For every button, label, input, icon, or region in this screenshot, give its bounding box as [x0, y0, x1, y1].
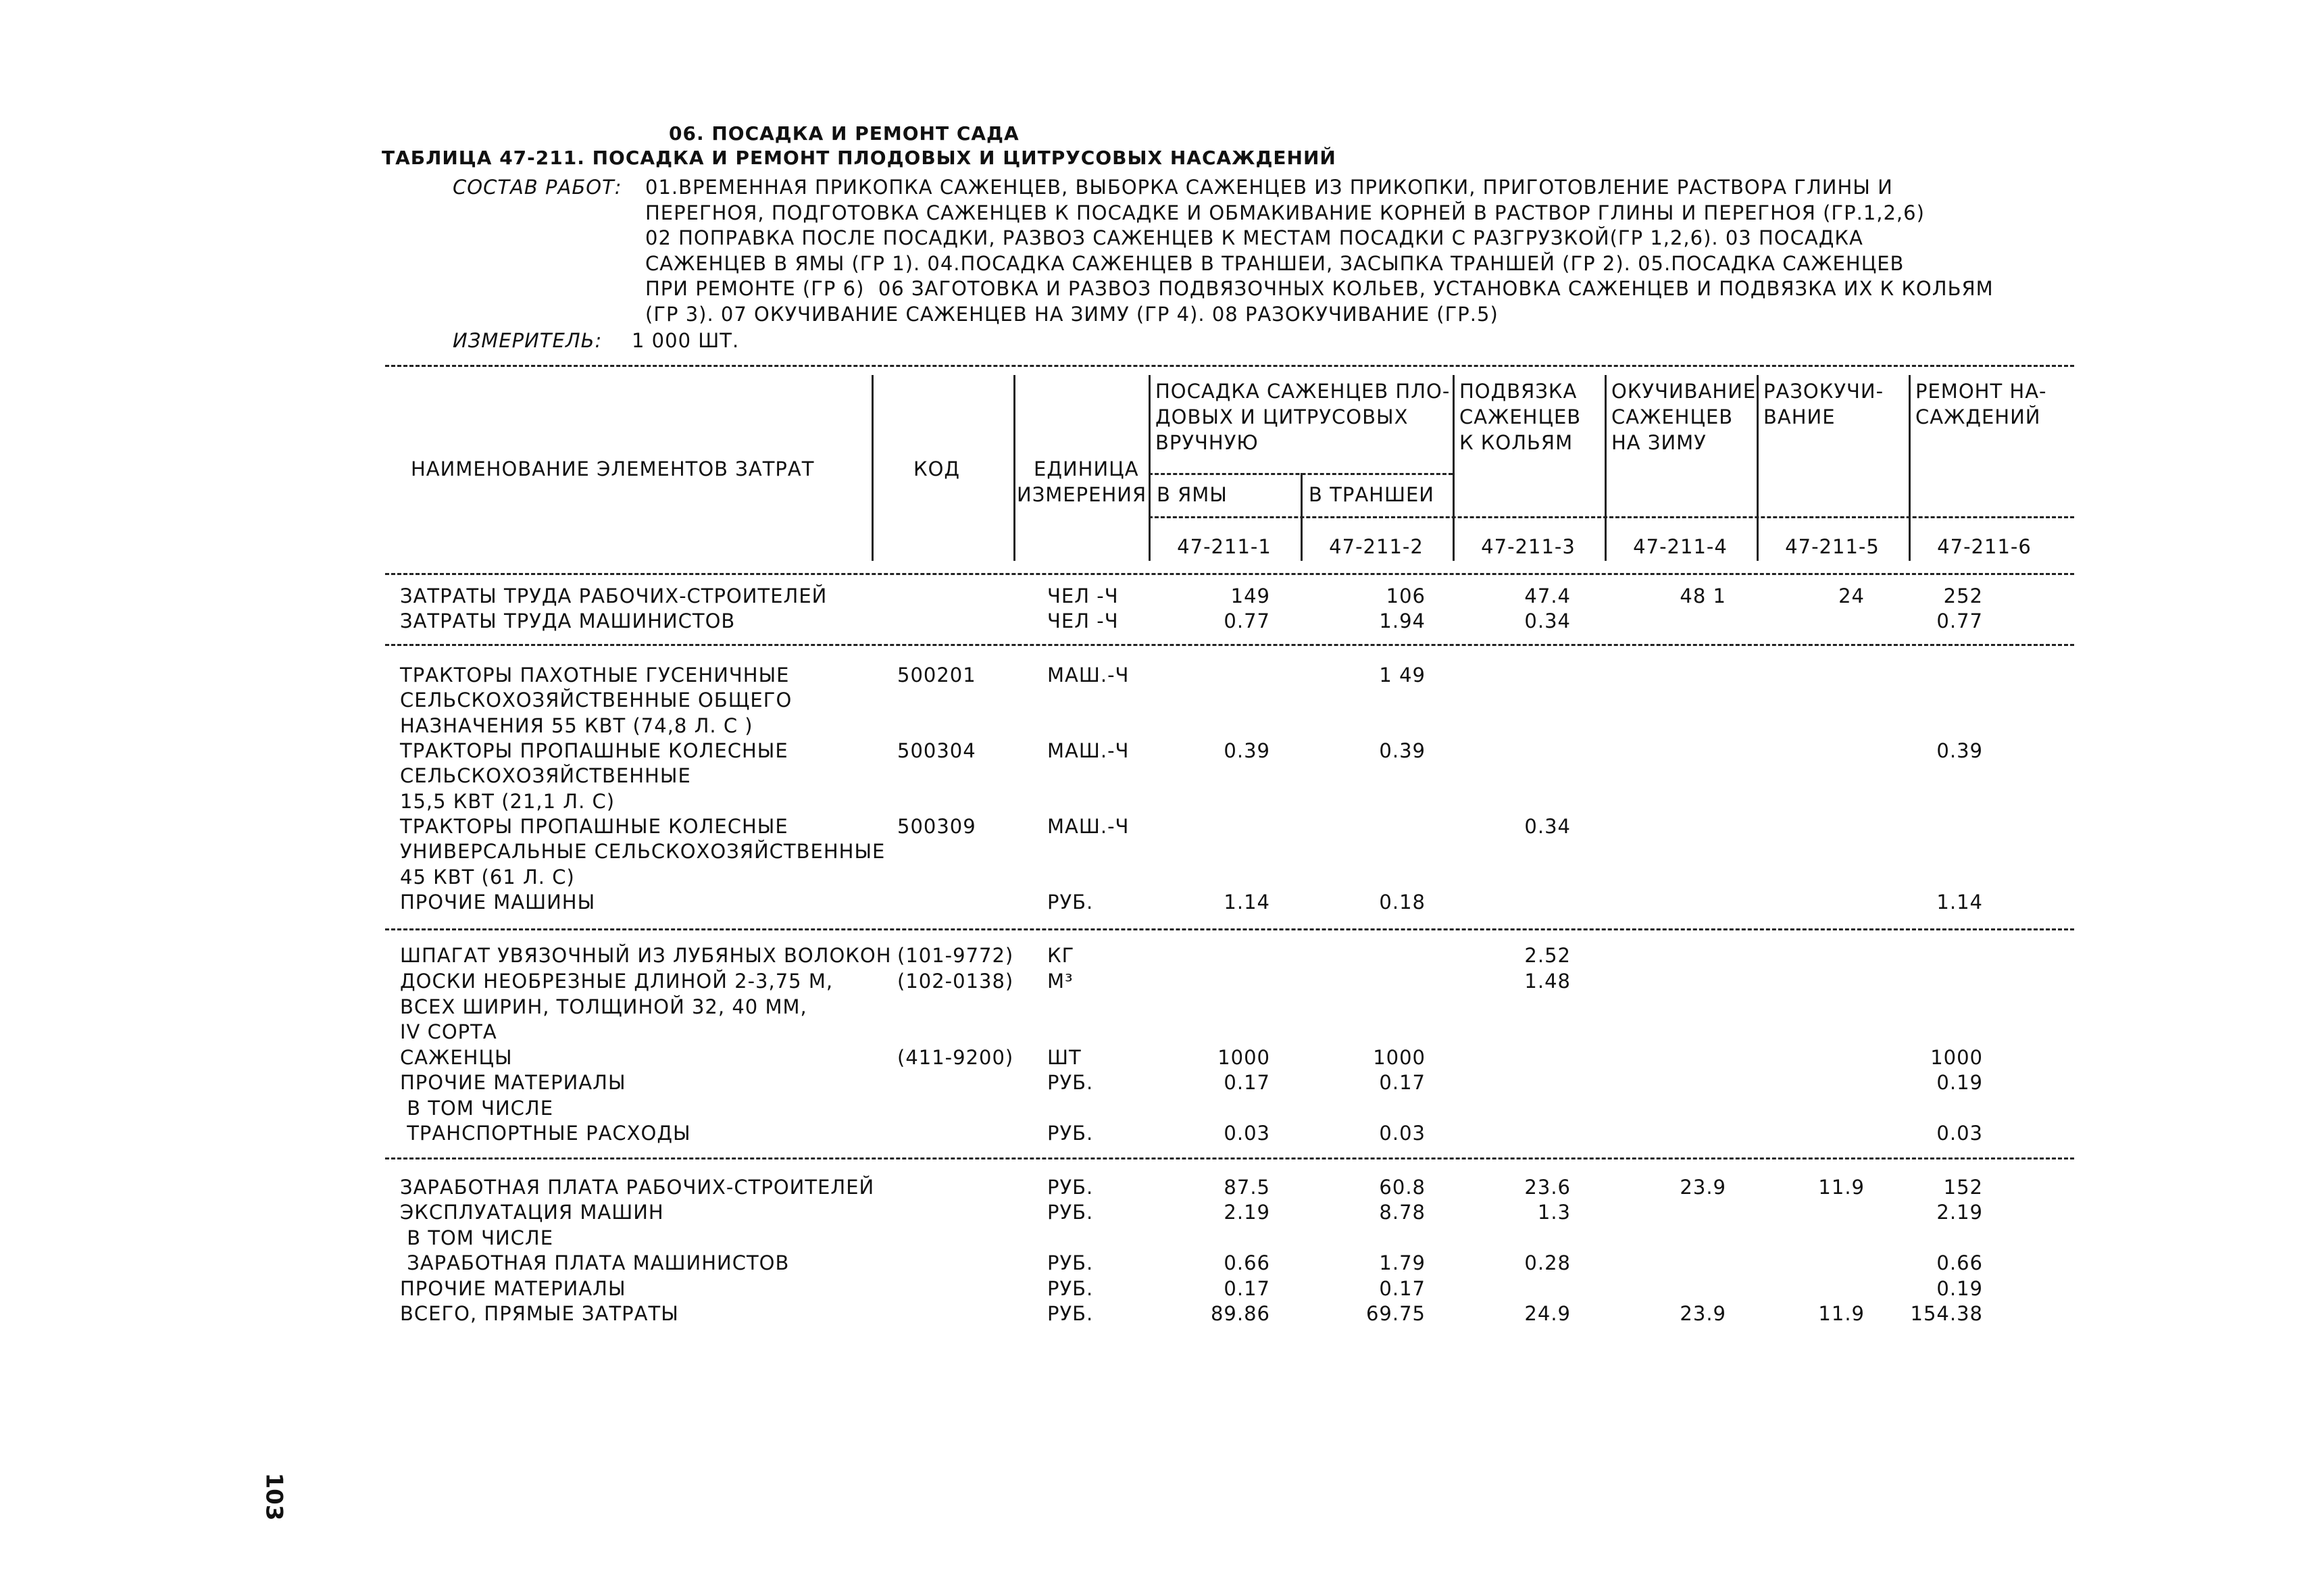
table-rule [385, 928, 2074, 930]
row-name: ВСЕХ ШИРИН, ТОЛЩИНОЙ 32, 40 ММ, [400, 995, 807, 1018]
column-divider [1757, 375, 1759, 561]
row-name: ПРОЧИЕ МАТЕРИАЛЫ [400, 1071, 626, 1094]
header-unhilling: ВАНИЕ [1763, 405, 1836, 428]
row-value-col-2: 69.75 [1365, 1302, 1426, 1325]
row-value-col-1: 149 [1230, 584, 1270, 607]
table-rule [385, 573, 2074, 575]
row-unit: МАШ.-Ч [1047, 815, 1130, 838]
row-value-col-1: 1.14 [1224, 891, 1270, 914]
header-tying: САЖЕНЦЕВ [1459, 405, 1582, 428]
row-value-col-6: 2.19 [1936, 1201, 1983, 1224]
row-name: IV СОРТА [400, 1020, 497, 1043]
row-value-col-6: 0.19 [1936, 1277, 1983, 1300]
row-value-col-6: 0.03 [1936, 1122, 1983, 1145]
row-value-col-2: 1.79 [1379, 1251, 1426, 1274]
row-unit: РУБ. [1047, 1201, 1094, 1224]
row-value-col-1: 87.5 [1224, 1176, 1270, 1199]
row-value-col-5: 11.9 [1818, 1176, 1865, 1199]
row-name: 45 КВТ (61 Л. С) [400, 866, 575, 889]
row-value-col-6: 0.66 [1936, 1251, 1983, 1274]
row-code: (101-9772) [897, 944, 1014, 967]
header-unit-column: ЕДИНИЦА [1034, 457, 1139, 480]
row-name: ПРОЧИЕ МАТЕРИАЛЫ [400, 1277, 626, 1300]
work-composition-line: ПРИ РЕМОНТЕ (ГР 6) 06 ЗАГОТОВКА И РАЗВОЗ ПОДВЯЗОЧНЫХ КОЛЬЕВ, УСТАНОВКА САЖЕНЦЕВ И ПОДВЯЗКА ИХ К КОЛЬЯМ [645, 277, 1994, 300]
row-value-col-3: 24.9 [1524, 1302, 1571, 1325]
row-name: НАЗНАЧЕНИЯ 55 КВТ (74,8 Л. С ) [400, 714, 753, 737]
header-code-1: 47-211-1 [1177, 535, 1272, 558]
row-value-col-3: 47.4 [1524, 584, 1571, 607]
row-name: ВСЕГО, ПРЯМЫЕ ЗАТРАТЫ [400, 1302, 679, 1325]
row-name: ТРАКТОРЫ ПРОПАШНЫЕ КОЛЕСНЫЕ [400, 739, 788, 762]
row-unit: МАШ.-Ч [1047, 739, 1130, 762]
row-value-col-4: 23.9 [1680, 1176, 1726, 1199]
row-unit: ЧЕЛ -Ч [1047, 609, 1119, 632]
header-unhilling: РАЗОКУЧИ- [1763, 380, 1884, 403]
column-divider [1149, 375, 1151, 561]
work-composition-line: (ГР 3). 07 ОКУЧИВАНИЕ САЖЕНЦЕВ НА ЗИМУ (ГР 4). 08 РАЗОКУЧИВАНИЕ (ГР.5) [645, 302, 1499, 326]
header-hilling: ОКУЧИВАНИЕ [1611, 380, 1757, 403]
row-unit: ЧЕЛ -Ч [1047, 584, 1119, 607]
row-unit: ШТ [1047, 1046, 1082, 1069]
row-name: ЗАРАБОТНАЯ ПЛАТА МАШИНИСТОВ [400, 1251, 790, 1274]
header-unit-column: ИЗМЕРЕНИЯ [1017, 483, 1147, 506]
header-code-column: КОД [913, 457, 961, 480]
row-value-col-2: 60.8 [1379, 1176, 1426, 1199]
row-name: ЗАТРАТЫ ТРУДА МАШИНИСТОВ [400, 609, 736, 632]
header-code-3: 47-211-3 [1481, 535, 1576, 558]
header-name-column: НАИМЕНОВАНИЕ ЭЛЕМЕНТОВ ЗАТРАТ [411, 457, 815, 480]
row-value-col-1: 2.19 [1224, 1201, 1270, 1224]
header-sub-pits: В ЯМЫ [1157, 483, 1228, 506]
row-value-col-5: 11.9 [1818, 1302, 1865, 1325]
row-value-col-1: 0.77 [1224, 609, 1270, 632]
row-code: 500309 [897, 815, 976, 838]
table-rule [1149, 516, 2074, 518]
row-value-col-1: 0.03 [1224, 1122, 1270, 1145]
header-tying: К КОЛЬЯМ [1459, 431, 1574, 454]
page-number: 103 [260, 1472, 288, 1521]
meter-label: ИЗМЕРИТЕЛЬ: [453, 329, 603, 352]
row-value-col-6: 154.38 [1910, 1302, 1983, 1325]
table-rule [385, 365, 2074, 367]
row-unit: МАШ.-Ч [1047, 664, 1130, 687]
row-unit: РУБ. [1047, 1071, 1094, 1094]
row-value-col-3: 1.48 [1524, 970, 1571, 993]
row-unit: КГ [1047, 944, 1075, 967]
work-composition-label: СОСТАВ РАБОТ: [453, 176, 622, 199]
row-name: ЗАТРАТЫ ТРУДА РАБОЧИХ-СТРОИТЕЛЕЙ [400, 584, 828, 607]
row-name: ПРОЧИЕ МАШИНЫ [400, 891, 596, 914]
row-name: ЭКСПЛУАТАЦИЯ МАШИН [400, 1201, 664, 1224]
row-value-col-6: 0.39 [1936, 739, 1983, 762]
row-unit: РУБ. [1047, 1122, 1094, 1145]
header-repair: РЕМОНТ НА- [1915, 380, 2047, 403]
header-planting-group: ПОСАДКА САЖЕНЦЕВ ПЛО- [1155, 380, 1451, 403]
row-value-col-2: 0.17 [1379, 1071, 1426, 1094]
row-value-col-6: 0.19 [1936, 1071, 1983, 1094]
row-name: ШПАГАТ УВЯЗОЧНЫЙ ИЗ ЛУБЯНЫХ ВОЛОКОН [400, 944, 892, 967]
row-value-col-5: 24 [1838, 584, 1865, 607]
header-code-5: 47-211-5 [1785, 535, 1880, 558]
row-name: ТРАКТОРЫ ПАХОТНЫЕ ГУСЕНИЧНЫЕ [400, 664, 790, 687]
header-sub-trench: В ТРАНШЕИ [1309, 483, 1434, 506]
row-value-col-3: 23.6 [1524, 1176, 1571, 1199]
row-value-col-1: 0.17 [1224, 1277, 1270, 1300]
row-value-col-1: 1000 [1217, 1046, 1270, 1069]
row-unit: РУБ. [1047, 1277, 1094, 1300]
table-rule [385, 1157, 2074, 1159]
row-name: В ТОМ ЧИСЛЕ [400, 1097, 554, 1120]
row-value-col-2: 0.18 [1379, 891, 1426, 914]
row-value-col-4: 48 1 [1680, 584, 1726, 607]
header-hilling: САЖЕНЦЕВ [1611, 405, 1734, 428]
row-value-col-2: 1.94 [1379, 609, 1426, 632]
row-value-col-3: 1.3 [1537, 1201, 1571, 1224]
row-code: (102-0138) [897, 970, 1014, 993]
column-divider [872, 375, 874, 561]
row-name: ТРАКТОРЫ ПРОПАШНЫЕ КОЛЕСНЫЕ [400, 815, 788, 838]
row-value-col-1: 0.39 [1224, 739, 1270, 762]
work-composition-line: 02 ПОПРАВКА ПОСЛЕ ПОСАДКИ, РАЗВОЗ САЖЕНЦЕВ К МЕСТАМ ПОСАДКИ С РАЗГРУЗКОЙ(ГР 1,2,6). 03 ПОСАДКА [645, 226, 1863, 249]
header-code-6: 47-211-6 [1937, 535, 2032, 558]
work-composition-line: ПЕРЕГНОЯ, ПОДГОТОВКА САЖЕНЦЕВ К ПОСАДКЕ И ОБМАКИВАНИЕ КОРНЕЙ В РАСТВОР ГЛИНЫ И ПЕРЕГНОЯ (ГР.1,2,6) [645, 201, 1925, 224]
header-tying: ПОДВЯЗКА [1459, 380, 1578, 403]
column-divider [1013, 375, 1015, 561]
row-name: ЗАРАБОТНАЯ ПЛАТА РАБОЧИХ-СТРОИТЕЛЕЙ [400, 1176, 875, 1199]
row-value-col-6: 152 [1943, 1176, 1983, 1199]
row-value-col-2: 106 [1386, 584, 1426, 607]
row-value-col-3: 0.28 [1524, 1251, 1571, 1274]
row-value-col-6: 1.14 [1936, 891, 1983, 914]
row-code: 500304 [897, 739, 976, 762]
row-value-col-6: 252 [1943, 584, 1983, 607]
row-name: ТРАНСПОРТНЫЕ РАСХОДЫ [400, 1122, 691, 1145]
work-composition-line: САЖЕНЦЕВ В ЯМЫ (ГР 1). 04.ПОСАДКА САЖЕНЦЕВ В ТРАНШЕИ, ЗАСЫПКА ТРАНШЕЙ (ГР 2). 05.ПОСАДКА САЖЕНЦЕВ [645, 251, 1905, 275]
table-title: ТАБЛИЦА 47-211. ПОСАДКА И РЕМОНТ ПЛОДОВЫХ И ЦИТРУСОВЫХ НАСАЖДЕНИЙ [382, 147, 1336, 169]
meter-value: 1 000 ШТ. [632, 329, 740, 352]
header-code-4: 47-211-4 [1633, 535, 1728, 558]
row-unit: РУБ. [1047, 891, 1094, 914]
row-code: 500201 [897, 664, 976, 687]
row-unit: РУБ. [1047, 1302, 1094, 1325]
row-unit: РУБ. [1047, 1176, 1094, 1199]
header-planting-group: ДОВЫХ И ЦИТРУСОВЫХ [1155, 405, 1409, 428]
row-value-col-6: 1000 [1930, 1046, 1983, 1069]
table-rule [385, 644, 2074, 646]
row-value-col-2: 8.78 [1379, 1201, 1426, 1224]
section-title: 06. ПОСАДКА И РЕМОНТ САДА [669, 122, 1020, 145]
row-code: (411-9200) [897, 1046, 1014, 1069]
row-value-col-1: 0.66 [1224, 1251, 1270, 1274]
row-value-col-3: 2.52 [1524, 944, 1571, 967]
row-unit: М³ [1047, 970, 1074, 993]
header-code-2: 47-211-2 [1329, 535, 1424, 558]
row-name: СЕЛЬСКОХОЗЯЙСТВЕННЫЕ ОБЩЕГО [400, 689, 793, 712]
row-value-col-1: 89.86 [1210, 1302, 1270, 1325]
row-value-col-2: 0.03 [1379, 1122, 1426, 1145]
header-planting-group: ВРУЧНУЮ [1155, 431, 1259, 454]
row-name: В ТОМ ЧИСЛЕ [400, 1226, 554, 1249]
row-name: САЖЕНЦЫ [400, 1046, 513, 1069]
row-value-col-3: 0.34 [1524, 609, 1571, 632]
header-repair: САЖДЕНИЙ [1915, 405, 2041, 428]
row-value-col-1: 0.17 [1224, 1071, 1270, 1094]
row-value-col-3: 0.34 [1524, 815, 1571, 838]
row-value-col-2: 1000 [1373, 1046, 1426, 1069]
row-name: УНИВЕРСАЛЬНЫЕ СЕЛЬСКОХОЗЯЙСТВЕННЫЕ [400, 840, 886, 863]
row-name: СЕЛЬСКОХОЗЯЙСТВЕННЫЕ [400, 764, 691, 787]
row-value-col-2: 0.39 [1379, 739, 1426, 762]
table-rule [1149, 473, 1453, 475]
column-divider [1909, 375, 1911, 561]
work-composition-line: 01.ВРЕМЕННАЯ ПРИКОПКА САЖЕНЦЕВ, ВЫБОРКА САЖЕНЦЕВ ИЗ ПРИКОПКИ, ПРИГОТОВЛЕНИЕ РАСТВОРА ГЛИНЫ И [645, 176, 1893, 199]
row-value-col-4: 23.9 [1680, 1302, 1726, 1325]
row-name: 15,5 КВТ (21,1 Л. С) [400, 790, 615, 813]
column-divider [1453, 375, 1455, 561]
row-value-col-2: 1 49 [1379, 664, 1426, 687]
row-value-col-2: 0.17 [1379, 1277, 1426, 1300]
row-value-col-6: 0.77 [1936, 609, 1983, 632]
header-hilling: НА ЗИМУ [1611, 431, 1707, 454]
row-unit: РУБ. [1047, 1251, 1094, 1274]
column-divider [1605, 375, 1607, 561]
row-name: ДОСКИ НЕОБРЕЗНЫЕ ДЛИНОЙ 2-3,75 М, [400, 970, 834, 993]
